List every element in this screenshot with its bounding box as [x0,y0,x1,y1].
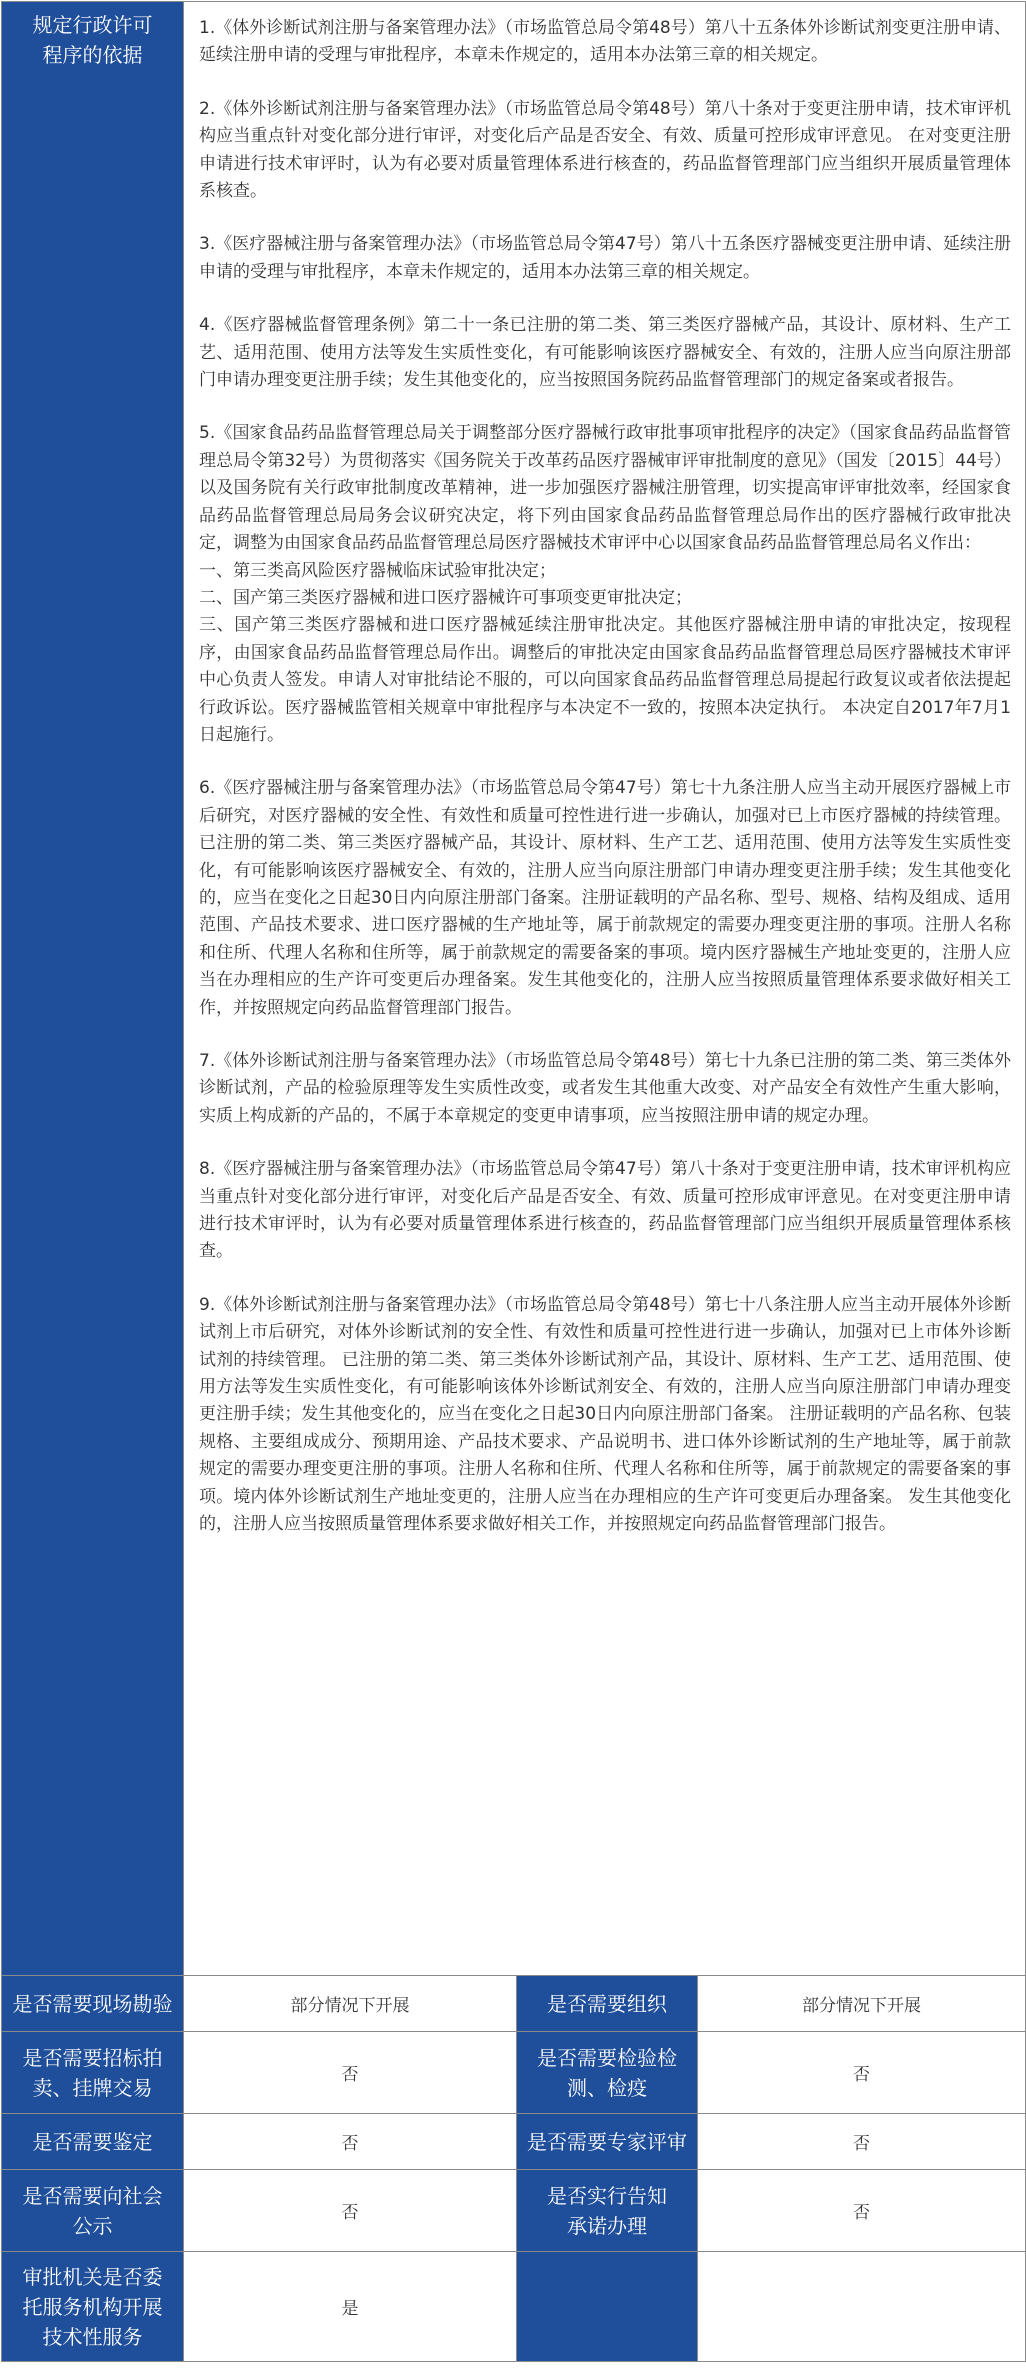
field-label: 是否需要鉴定 [32,2129,153,2154]
field-label-cell [2,1976,184,2032]
field-value: 否 [341,2065,359,2085]
field-label: 审批机关是否委托服务机构开展技术性服务 [22,2264,163,2349]
field-value: 是 [341,2299,359,2319]
field-label-cell [517,2170,698,2252]
basis-paragraph-3: 3.《医疗器械注册与备案管理办法》（市场监管总局令第47号）第八十五条医疗器械变更注册申请、延续注册申请的受理与审批程序，本章未作规定的，适用本办法第三章的相关规定。 [199,234,1011,282]
field-label: 是否需要检验检测、检疫 [537,2045,677,2100]
table-row [2,2032,1026,2114]
field-value-cell [698,1976,1026,2032]
field-label: 是否需要招标拍卖、挂牌交易 [22,2045,163,2100]
field-value: 部分情况下开展 [290,1996,410,2016]
field-value: 否 [341,2134,359,2154]
field-label: 是否需要组织 [547,1991,667,2016]
field-value: 否 [853,2203,870,2223]
permit-info-table [1,1,1026,2362]
empty-value-cell [698,2252,1026,2362]
empty-label-cell [517,2252,698,2362]
field-label: 是否需要向社会公示 [22,2183,163,2238]
field-value-cell [184,2252,517,2362]
field-label-cell [2,2114,184,2170]
basis-paragraph-6: 6.《医疗器械注册与备案管理办法》（市场监管总局令第47号）第七十九条注册人应当主动开展医疗器械上市后研究，对医疗器械的安全性、有效性和质量可控性进行进一步确认，加强对已上市医疗器械的持续管理。已注册的第二类、第三类医疗器械产品，其设计、原材料、生产工艺、适用范围、使用方法等发生实质性变化，有可能影响该医疗器械安全、有效的，注册人应当向原注册部门申请办理变更注册手续；发生其他变化的，应当在变化之日起30日内向原注册部门备案。注册证载明的产品名称、型号、规格、结构及组成、适用范围、产品技术要求、进口医疗器械的生产地址等，属于前款规定的需要办理变更注册的事项。注册人名称和住所、代理人名称和住所等，属于前款规定的需要备案的事项。境内医疗器械生产地址变更的，注册人应当在办理相应的生产许可变更后办理备案。发生其他变化的，注册人应当按照质量管理体系要求做好相关工作，并按照规定向药品监督管理部门报告。 [199,778,1011,1018]
basis-paragraph-5: 5.《国家食品药品监督管理总局关于调整部分医疗器械行政审批事项审批程序的决定》（国家食品药品监督管理总局令第32号）为贯彻落实《国务院关于改革药品医疗器械审评审批制度的意见》（国发〔2015〕44号）以及国务院有关行政审批制度改革精神，进一步加强医疗器械注册管理，切实提高审评审批效率，经国家食品药品监督管理总局局务会议研究决定，将下列由国家食品药品监督管理总局作出的医疗器械行政审批决定，调整为由国家食品药品监督管理总局医疗器械技术审评中心以国家食品药品监督管理总局名义作出： 一、第三类高风险医疗器械临床试验审批决定； 二、国产第三类医疗器械和进口医疗器械许可事项变更审批决定； 三、国产第三类医疗器械和进口医疗器械延续注册审批决定。其他医疗器械注册申请的审批决定，按现程序，由国家食品药品监督管理总局作出。调整后的审批决定由国家食品药品监督管理总局医疗器械技术审评中心负责人签发。申请人对审批结论不服的，可以向国家食品药品监督管理总局提起行政复议或者依法提起行政诉讼。医疗器械监管相关规章中审批程序与本决定不一致的，按照本决定执行。 本决定自2017年7月1日起施行。 [199,423,1011,745]
basis-paragraph-8: 8.《医疗器械注册与备案管理办法》（市场监管总局令第47号）第八十条对于变更注册申请，技术审评机构应当重点针对变化部分进行审评，对变化后产品是否安全、有效、质量可控形成审评意见。在对变更注册申请进行技术审评时，认为有必要对质量管理体系进行核查的，药品监督管理部门应当组织开展质量管理体系核查。 [199,1159,1011,1262]
field-value: 否 [853,2134,870,2154]
field-label-cell [517,2032,698,2114]
field-label-cell [2,2252,184,2362]
field-value-cell [184,1976,517,2032]
field-label: 是否需要现场勘验 [12,1991,173,2016]
field-value-cell [698,2032,1026,2114]
table-row [2,1976,1026,2032]
table-row [2,2170,1026,2252]
field-label-cell [2,2170,184,2252]
basis-label: 规定行政许可程序的依据 [32,13,153,67]
field-value: 否 [853,2065,870,2085]
field-value-cell [698,2114,1026,2170]
basis-row [2,2,1026,1976]
field-value: 否 [341,2203,359,2223]
field-label-cell [517,1976,698,2032]
field-value-cell [184,2170,517,2252]
field-value-cell [698,2170,1026,2252]
field-value-cell [184,2114,517,2170]
table-row [2,2252,1026,2362]
basis-paragraph-2: 2.《体外诊断试剂注册与备案管理办法》（市场监管总局令第48号）第八十条对于变更注册申请，技术审评机构应当重点针对变化部分进行审评，对变化后产品是否安全、有效、质量可控形成审评意见。 在对变更注册申请进行技术审评时，认为有必要对质量管理体系进行核查的，药品监督管理部门应当组织开展质量管理体系核查。 [199,98,1011,202]
table-row [2,2114,1026,2170]
basis-paragraph-7: 7.《体外诊断试剂注册与备案管理办法》（市场监管总局令第48号）第七十九条已注册的第二类、第三类体外诊断试剂，产品的检验原理等发生实质性改变，或者发生其他重大改变、对产品安全有效性产生重大影响，实质上构成新的产品的，不属于本章规定的变更申请事项，应当按照注册申请的规定办理。 [199,1051,1011,1126]
basis-header-cell [2,2,184,1976]
basis-paragraph-4: 4.《医疗器械监督管理条例》第二十一条已注册的第二类、第三类医疗器械产品，其设计、原材料、生产工艺、适用范围、使用方法等发生实质性变化，有可能影响该医疗器械安全、有效的，注册人应当向原注册部门申请办理变更注册手续；发生其他变化的，应当按照国务院药品监督管理部门的规定备案或者报告。 [199,315,1011,391]
field-label-cell [2,2032,184,2114]
basis-content-cell [184,2,1026,1976]
basis-paragraph-9: 9.《体外诊断试剂注册与备案管理办法》（市场监管总局令第48号）第七十八条注册人应当主动开展体外诊断试剂上市后研究，对体外诊断试剂的安全性、有效性和质量可控性进行进一步确认，加强对已上市体外诊断试剂的持续管理。 已注册的第二类、第三类体外诊断试剂产品，其设计、原材料、生产工艺、适用范围、使用方法等发生实质性变化，有可能影响该体外诊断试剂安全、有效的，注册人应当向原注册部门申请办理变更注册手续；发生其他变化的，应当在变化之日起30日内向原注册部门备案。 注册证载明的产品名称、包装规格、主要组成成分、预期用途、产品技术要求、产品说明书、进口体外诊断试剂的生产地址等，属于前款规定的需要办理变更注册的事项。注册人名称和住所、代理人名称和住所等，属于前款规定的需要备案的事项。境内体外诊断试剂生产地址变更的，注册人应当在办理相应的生产许可变更后办理备案。 发生其他变化的，注册人应当按照质量管理体系要求做好相关工作，并按照规定向药品监督管理部门报告。 [199,1294,1011,1535]
field-value: 部分情况下开展 [802,1996,921,2016]
basis-paragraph-1: 1.《体外诊断试剂注册与备案管理办法》（市场监管总局令第48号）第八十五条体外诊断试剂变更注册申请、延续注册申请的受理与审批程序，本章未作规定的，适用本办法第三章的相关规定。 [199,18,1011,66]
field-label: 是否实行告知承诺办理 [547,2183,667,2238]
field-label: 是否需要专家评审 [527,2129,687,2154]
field-value-cell [184,2032,517,2114]
field-label-cell [517,2114,698,2170]
